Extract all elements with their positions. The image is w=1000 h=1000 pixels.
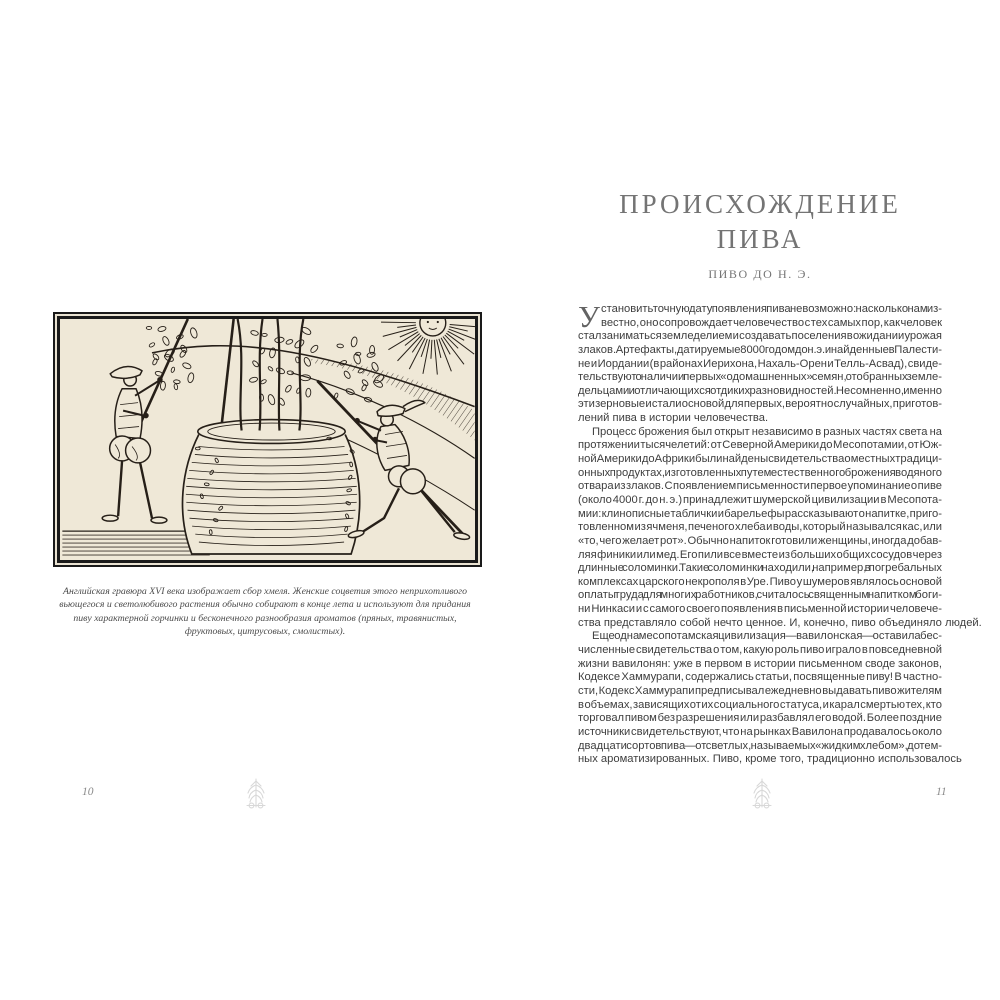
drop-cap: У bbox=[578, 299, 600, 334]
body-text-line: источники свидетельствуют, что на рынках Вавилона продавалось около bbox=[578, 725, 942, 738]
body-text-line: тельствуют о наличии первых «одомашненных» семян, отобранных земле- bbox=[578, 371, 942, 384]
chapter-title bbox=[578, 187, 942, 257]
footer-ornament-icon bbox=[749, 776, 775, 812]
body-text-line: комплексах царского некрополя в Уре. Пиво у шумеров являлось основой bbox=[578, 575, 942, 588]
chapter-title-line2: ПИВА bbox=[716, 224, 804, 254]
body-text-line: сти, Кодекс Хаммурапи предписывал ежедневно выдавать пиво жителям bbox=[578, 684, 942, 697]
body-text-line: торговал пивом без разрешения или разбавлял его водой. Более поздние bbox=[578, 712, 942, 725]
body-text-line: отвара из злаков. С появлением письменности первое упоминание о пиве bbox=[578, 480, 942, 493]
body-text-line: стал заниматься земледелием и создавать поселения в ожидании урожая bbox=[578, 330, 942, 343]
body-text-line: Кодексе Хаммурапи, содержались статьи, посвященные пиву! В частно- bbox=[578, 671, 942, 684]
body-text-line: товленном из ячменя, печеного хлеба и воды, который назывался кас, или bbox=[578, 521, 942, 534]
body-text-line: (около 4000 г. до н. э.) принадлежит шумерской цивилизации в Месопота- bbox=[578, 493, 942, 506]
body-text-line: в объемах, зависящих от их социального статуса, и карал смертью тех, кто bbox=[578, 698, 942, 711]
body-text-line: ной Америки до Африки были найдены свидетельства о местных традици- bbox=[578, 453, 942, 466]
body-text-line: лений пива в истории человечества. bbox=[578, 412, 769, 425]
body-text-line: не и Иордании (в районах Иерихона, Нахаль-Орен и Телль-Асвад), свиде- bbox=[578, 357, 942, 370]
body-text-line: численные свидетельства о том, какую роль пиво играло в повседневной bbox=[578, 644, 942, 657]
page-number-right: 11 bbox=[936, 786, 947, 798]
body-text-line: мии: клинописные таблички и барельефы рассказывают о напитке, приго- bbox=[578, 507, 942, 520]
body-text-line: становить точную дату появления пива невозможно: насколько нам из- bbox=[601, 303, 942, 315]
body-text-line: «то, чего желает рот». Обычно напиток готовили женщины, иногда добав- bbox=[578, 534, 942, 547]
body-text-line: оплаты труда для многих работников, считалось священным напитком боги- bbox=[578, 589, 942, 602]
body-text-line: эти зерновые и стали основой для первых, вероятно случайных, приготов- bbox=[578, 398, 942, 411]
caption-line: вьющегося и светолюбивого растения обычно собирают в конце лета и используют для придания bbox=[59, 599, 471, 611]
body-text-line: двадцати сортов пива — от светлых, называемых «жидким хлебом», до тем- bbox=[578, 739, 942, 752]
body-text-line: ства представляло собой нечто ценное. И, конечно, пиво объединяло людей. bbox=[578, 616, 982, 629]
body-text-line: ляя финики или мед. Его пили все вместе из больших общих сосудов через bbox=[578, 548, 942, 561]
body-text-line: ных ароматизированных. Пиво, кроме того, традиционно использовалось bbox=[578, 753, 962, 766]
body-text-line: протяжении тысячелетий: от Северной Америки до Месопотамии, от Юж- bbox=[578, 439, 942, 452]
body-text-line: вестно, оно сопровождает человечество с тех самых пор, как человек bbox=[601, 316, 942, 329]
page-number-left: 10 bbox=[82, 786, 94, 798]
caption-line: фруктовых, цитрусовых, смолистых). bbox=[184, 626, 346, 638]
body-text-column bbox=[578, 299, 982, 767]
hop-harvest-engraving bbox=[53, 312, 482, 567]
body-text-line: длинные соломинки. Такие соломинки находили, например, в погребальных bbox=[578, 562, 942, 575]
caption-line: Английская гравюра XVI века изображает сбор хмеля. Женские соцветия этого неприхотливого bbox=[63, 586, 467, 597]
body-text-line: жизни вавилонян: уже в первом в истории письменном своде законов, bbox=[578, 657, 942, 670]
body-text-line: ни Нинкаси и с самого своего появления в письменной истории человече- bbox=[578, 603, 942, 616]
body-text-line: Еще одна месопотамская цивилизация — вавилонская — оставила бес- bbox=[592, 630, 942, 643]
body-text-line: Процесс брожения был открыт независимо в разных частях света на bbox=[592, 425, 942, 438]
body-text-line: дельцами и отличающихся от диких разновидностей. Несомненно, именно bbox=[578, 384, 942, 397]
body-text-line: онных продуктах, изготовленных путем естественного брожения водяного bbox=[578, 466, 942, 479]
chapter-title-line1: ПРОИСХОЖДЕНИЕ bbox=[619, 189, 901, 219]
engraving-illustration bbox=[57, 316, 478, 563]
body-text-line: злаков. Артефакты, датируемые 8000 годом до н. э. и найденные в Палести- bbox=[578, 343, 942, 356]
footer-ornament-icon bbox=[243, 776, 269, 812]
caption-line: пиву характерной горчинки и бесконечного разнообразия ароматов (пряных, травянистых, bbox=[73, 612, 457, 624]
engraving-caption bbox=[55, 585, 475, 639]
section-heading: ПИВО ДО Н. Э. bbox=[708, 267, 812, 281]
